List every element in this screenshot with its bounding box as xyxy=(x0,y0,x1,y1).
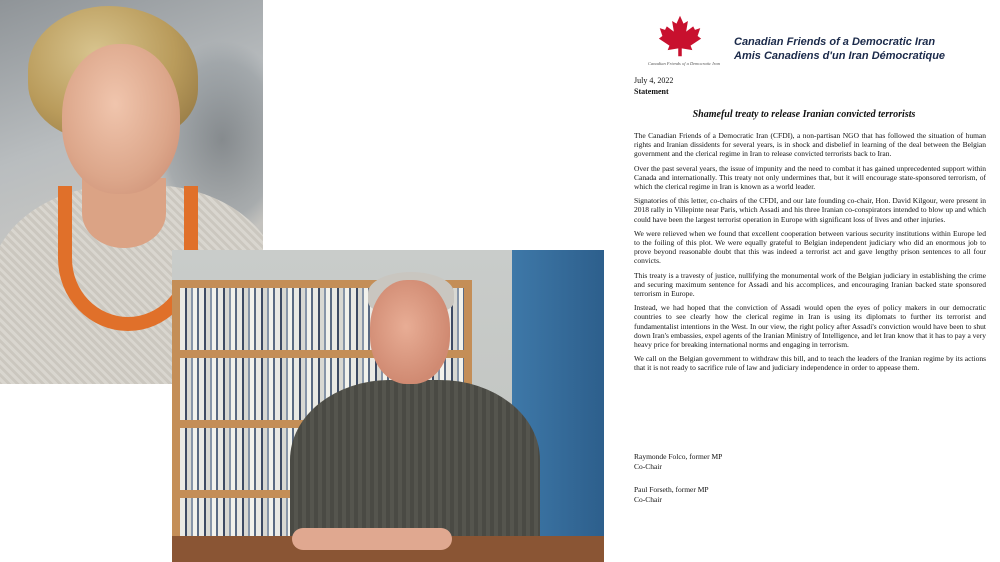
man-hands xyxy=(292,528,452,550)
signatory xyxy=(634,452,722,471)
signatures xyxy=(634,452,722,518)
signatory xyxy=(634,485,722,504)
letter-date: July 4, 2022 xyxy=(634,76,674,85)
paragraph: Instead, we had hoped that the conviction of Assadi would open the eyes of policy makers in our democratic countries to see clearly how the clerical regime in Iran is using its diplomats to further its terrorist and fundamentalist intentions in the West. In our view, the right policy after Assadi's conviction would have been to shut down Iran's embassies, expel agents of the Iranian Ministry of Intelligence, and let Iran know that it has to pay a very heavy price for breaking international norms and engaging in terrorism. xyxy=(634,303,986,350)
org-name-english: Canadian Friends of a Democratic Iran xyxy=(734,36,936,48)
signatory-name: Raymonde Folco, former MP xyxy=(634,452,723,461)
signatory-name: Paul Forseth, former MP xyxy=(634,485,709,495)
maple-leaf-icon xyxy=(658,14,702,58)
paragraph: Signatories of this letter, co-chairs of the CFDI, and our late founding co-chair, Hon. David Kilgour, were present in 2018 rally in Villepinte near Paris, which Assadi and his three Iranian co-conspirators intended to blow up and which could have been the largest terrorist operation in Europe with significant loss of lives and other injuries. xyxy=(634,196,986,224)
paragraph: We call on the Belgian government to withdraw this bill, and to teach the leaders of the Iranian regime by its actions that it is not ready to sacrifice rule of law and judiciary independence in order to appease them. xyxy=(634,354,986,373)
photo-man xyxy=(172,250,604,562)
logo-caption: Canadian Friends of a Democratic Iran xyxy=(647,61,721,66)
letter-body xyxy=(634,131,986,378)
paragraph: Over the past several years, the issue of impunity and the need to combat it has gained unprecedented support within Canada and internationally. This treaty not only undermines that, but it will encourage state-sponsored terrorism, of which the clerical regime in Iran is known as a world leader. xyxy=(634,163,986,192)
paragraph: We were relieved when we found that excellent cooperation between various security institutions within Europe led to the foiling of this plot. We were equally grateful to Belgian independent judiciary who did an enormous job to prove beyond reasonable doubt that this was indeed a terrorist act and gave lengthy prison sentences to all four convicts. xyxy=(634,228,986,266)
org-name-french: Amis Canadiens d'un Iran Démocratique xyxy=(734,50,946,62)
paragraph: The Canadian Friends of a Democratic Iran (CFDI), a non-partisan NGO that has followed the situation of human rights and Iranian dissidents for several years, is in shock and disbelief in learning of the deal between the Belgian government and the clerical regime in Iran to release convicted terrorists back to Iran. xyxy=(634,131,986,159)
signatory-role: Co-Chair xyxy=(634,494,662,504)
statement-letter xyxy=(614,0,1000,562)
paragraph: This treaty is a travesty of justice, nullifying the monumental work of the Belgian judiciary in establishing the crime and securing maximum sentence for Assadi and his accomplices, and encouraging Iranian backed state sponsored terrorism in Europe. xyxy=(634,270,986,299)
man-head xyxy=(370,280,450,384)
signatory-role: Co-Chair xyxy=(634,461,662,471)
woman-face xyxy=(62,44,180,194)
letter-type: Statement xyxy=(634,87,669,96)
letter-subject: Shameful treaty to release Iranian convicted terrorists xyxy=(692,109,916,120)
